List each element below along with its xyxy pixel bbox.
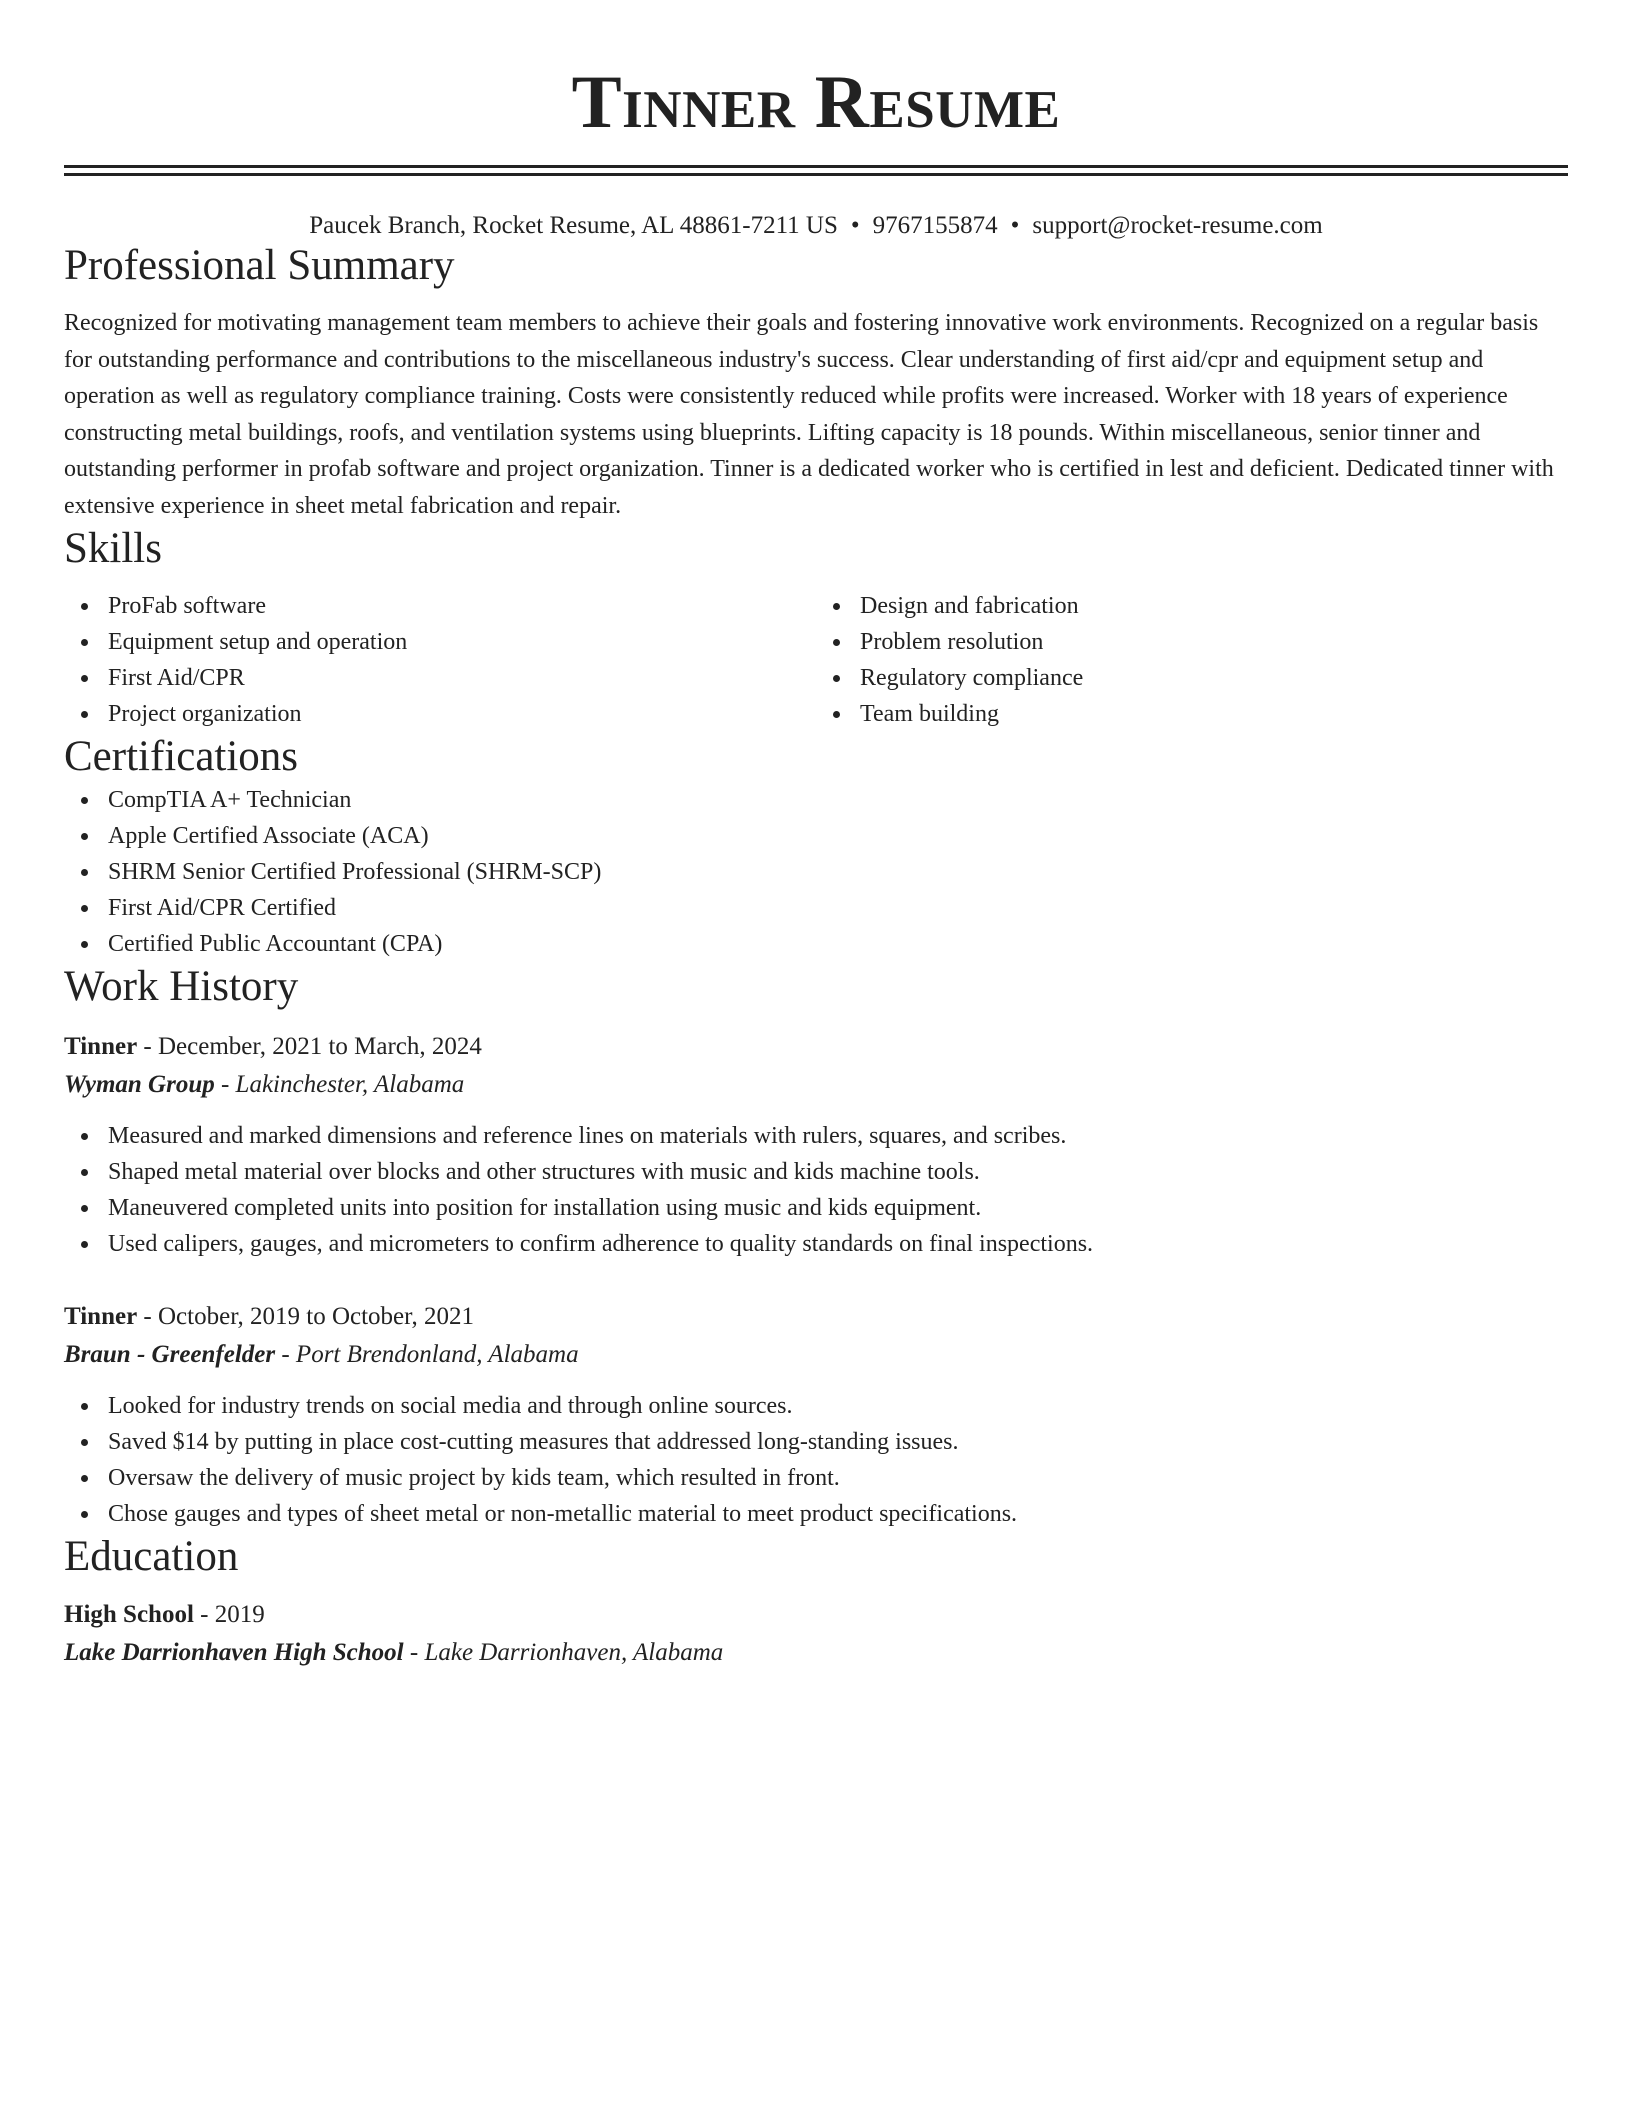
work-history-heading: Work History xyxy=(64,963,299,1010)
school-location: - Lake Darrionhaven, Alabama xyxy=(409,1639,724,1666)
contact-email: support@rocket-resume.com xyxy=(1032,212,1323,239)
skills-columns xyxy=(64,588,1568,732)
skill-item: Design and fabrication xyxy=(816,588,1568,624)
job-title: Tinner xyxy=(64,1033,138,1060)
job-bullet: Shaped metal material over blocks and other structures with music and kids machine tools. xyxy=(64,1154,1568,1190)
summary-text: Recognized for motivating management team members to achieve their goals and fostering innovative work environments. Recognized on a regular basis for outstanding performance and contributions to the miscellaneous industry's success. Clear understanding of first aid/cpr and equipment setup and operation as well as regulatory compliance training. Costs were consistently reduced while profits were increased. Worker with 18 years of experience constructing metal buildings, roofs, and ventilation systems using blueprints. Lifting capacity is 18 pounds. Within miscellaneous, senior tinner and outstanding performer in profab software and project organization. Tinner is a dedicated worker who is certified in lest and deficient. Dedicated tinner with extensive experience in sheet metal fabrication and repair. xyxy=(64,310,1554,519)
certification-item: CompTIA A+ Technician xyxy=(64,782,1568,818)
skills-list-right xyxy=(816,588,1568,732)
skill-item: Problem resolution xyxy=(816,624,1568,660)
job-bullet: Used calipers, gauges, and micrometers to confirm adherence to quality standards on final inspections. xyxy=(64,1226,1568,1262)
certifications-list xyxy=(64,782,1568,962)
degree-line xyxy=(64,1596,1568,1634)
skill-item: ProFab software xyxy=(64,588,816,624)
skill-item: Equipment setup and operation xyxy=(64,624,816,660)
job-bullet: Looked for industry trends on social media and through online sources. xyxy=(64,1388,1568,1424)
education-heading: Education xyxy=(64,1533,239,1580)
certification-item: Certified Public Accountant (CPA) xyxy=(64,926,1568,962)
education-entry xyxy=(64,1596,1568,1672)
degree-year: - 2019 xyxy=(200,1601,265,1628)
job-bullet: Saved $14 by putting in place cost-cutting measures that addressed long-standing issues. xyxy=(64,1424,1568,1460)
employer-location: - Lakinchester, Alabama xyxy=(220,1071,465,1098)
contact-phone: 9767155874 xyxy=(872,212,998,239)
employer-name: Braun - Greenfelder xyxy=(64,1341,276,1368)
contact-address: Paucek Branch, Rocket Resume, AL 48861-7211 US xyxy=(309,212,838,239)
employer-line xyxy=(64,1066,1568,1104)
job-bullet: Chose gauges and types of sheet metal or non-metallic material to meet product specifications. xyxy=(64,1496,1568,1532)
skill-item: Project organization xyxy=(64,696,816,732)
skill-item: Regulatory compliance xyxy=(816,660,1568,696)
employer-line xyxy=(64,1336,1568,1374)
job-title-line xyxy=(64,1028,1568,1066)
job-bullet: Oversaw the delivery of music project by kids team, which resulted in front. xyxy=(64,1460,1568,1496)
job-bullet: Maneuvered completed units into position for installation using music and kids equipment. xyxy=(64,1190,1568,1226)
job-title-line xyxy=(64,1298,1568,1336)
job-entry xyxy=(64,1028,1568,1262)
resume-title: Tinner Resume xyxy=(571,61,1061,144)
contact-separator: • xyxy=(850,212,860,239)
title-rule-top xyxy=(64,165,1568,168)
certification-item: SHRM Senior Certified Professional (SHRM-SCP) xyxy=(64,854,1568,890)
certification-item: Apple Certified Associate (ACA) xyxy=(64,818,1568,854)
skill-item: First Aid/CPR xyxy=(64,660,816,696)
contact-separator: • xyxy=(1010,212,1020,239)
employer-location: - Port Brendonland, Alabama xyxy=(281,1341,579,1368)
job-dates: - December, 2021 to March, 2024 xyxy=(143,1033,482,1060)
job-bullets xyxy=(64,1118,1568,1262)
skills-list-left xyxy=(64,588,816,732)
school-name: Lake Darrionhaven High School xyxy=(64,1639,404,1666)
certifications-heading: Certifications xyxy=(64,733,299,780)
contact-line xyxy=(64,211,1568,241)
certification-item: First Aid/CPR Certified xyxy=(64,890,1568,926)
job-dates: - October, 2019 to October, 2021 xyxy=(143,1303,474,1330)
skills-heading: Skills xyxy=(64,525,162,572)
job-bullets xyxy=(64,1388,1568,1532)
degree-name: High School xyxy=(64,1601,194,1628)
skill-item: Team building xyxy=(816,696,1568,732)
job-entry xyxy=(64,1298,1568,1532)
school-line xyxy=(64,1634,1568,1672)
title-rule-bottom xyxy=(64,173,1568,176)
employer-name: Wyman Group xyxy=(64,1071,215,1098)
job-bullet: Measured and marked dimensions and reference lines on materials with rulers, squares, and scribes. xyxy=(64,1118,1568,1154)
job-title: Tinner xyxy=(64,1303,138,1330)
summary-heading: Professional Summary xyxy=(64,242,455,289)
